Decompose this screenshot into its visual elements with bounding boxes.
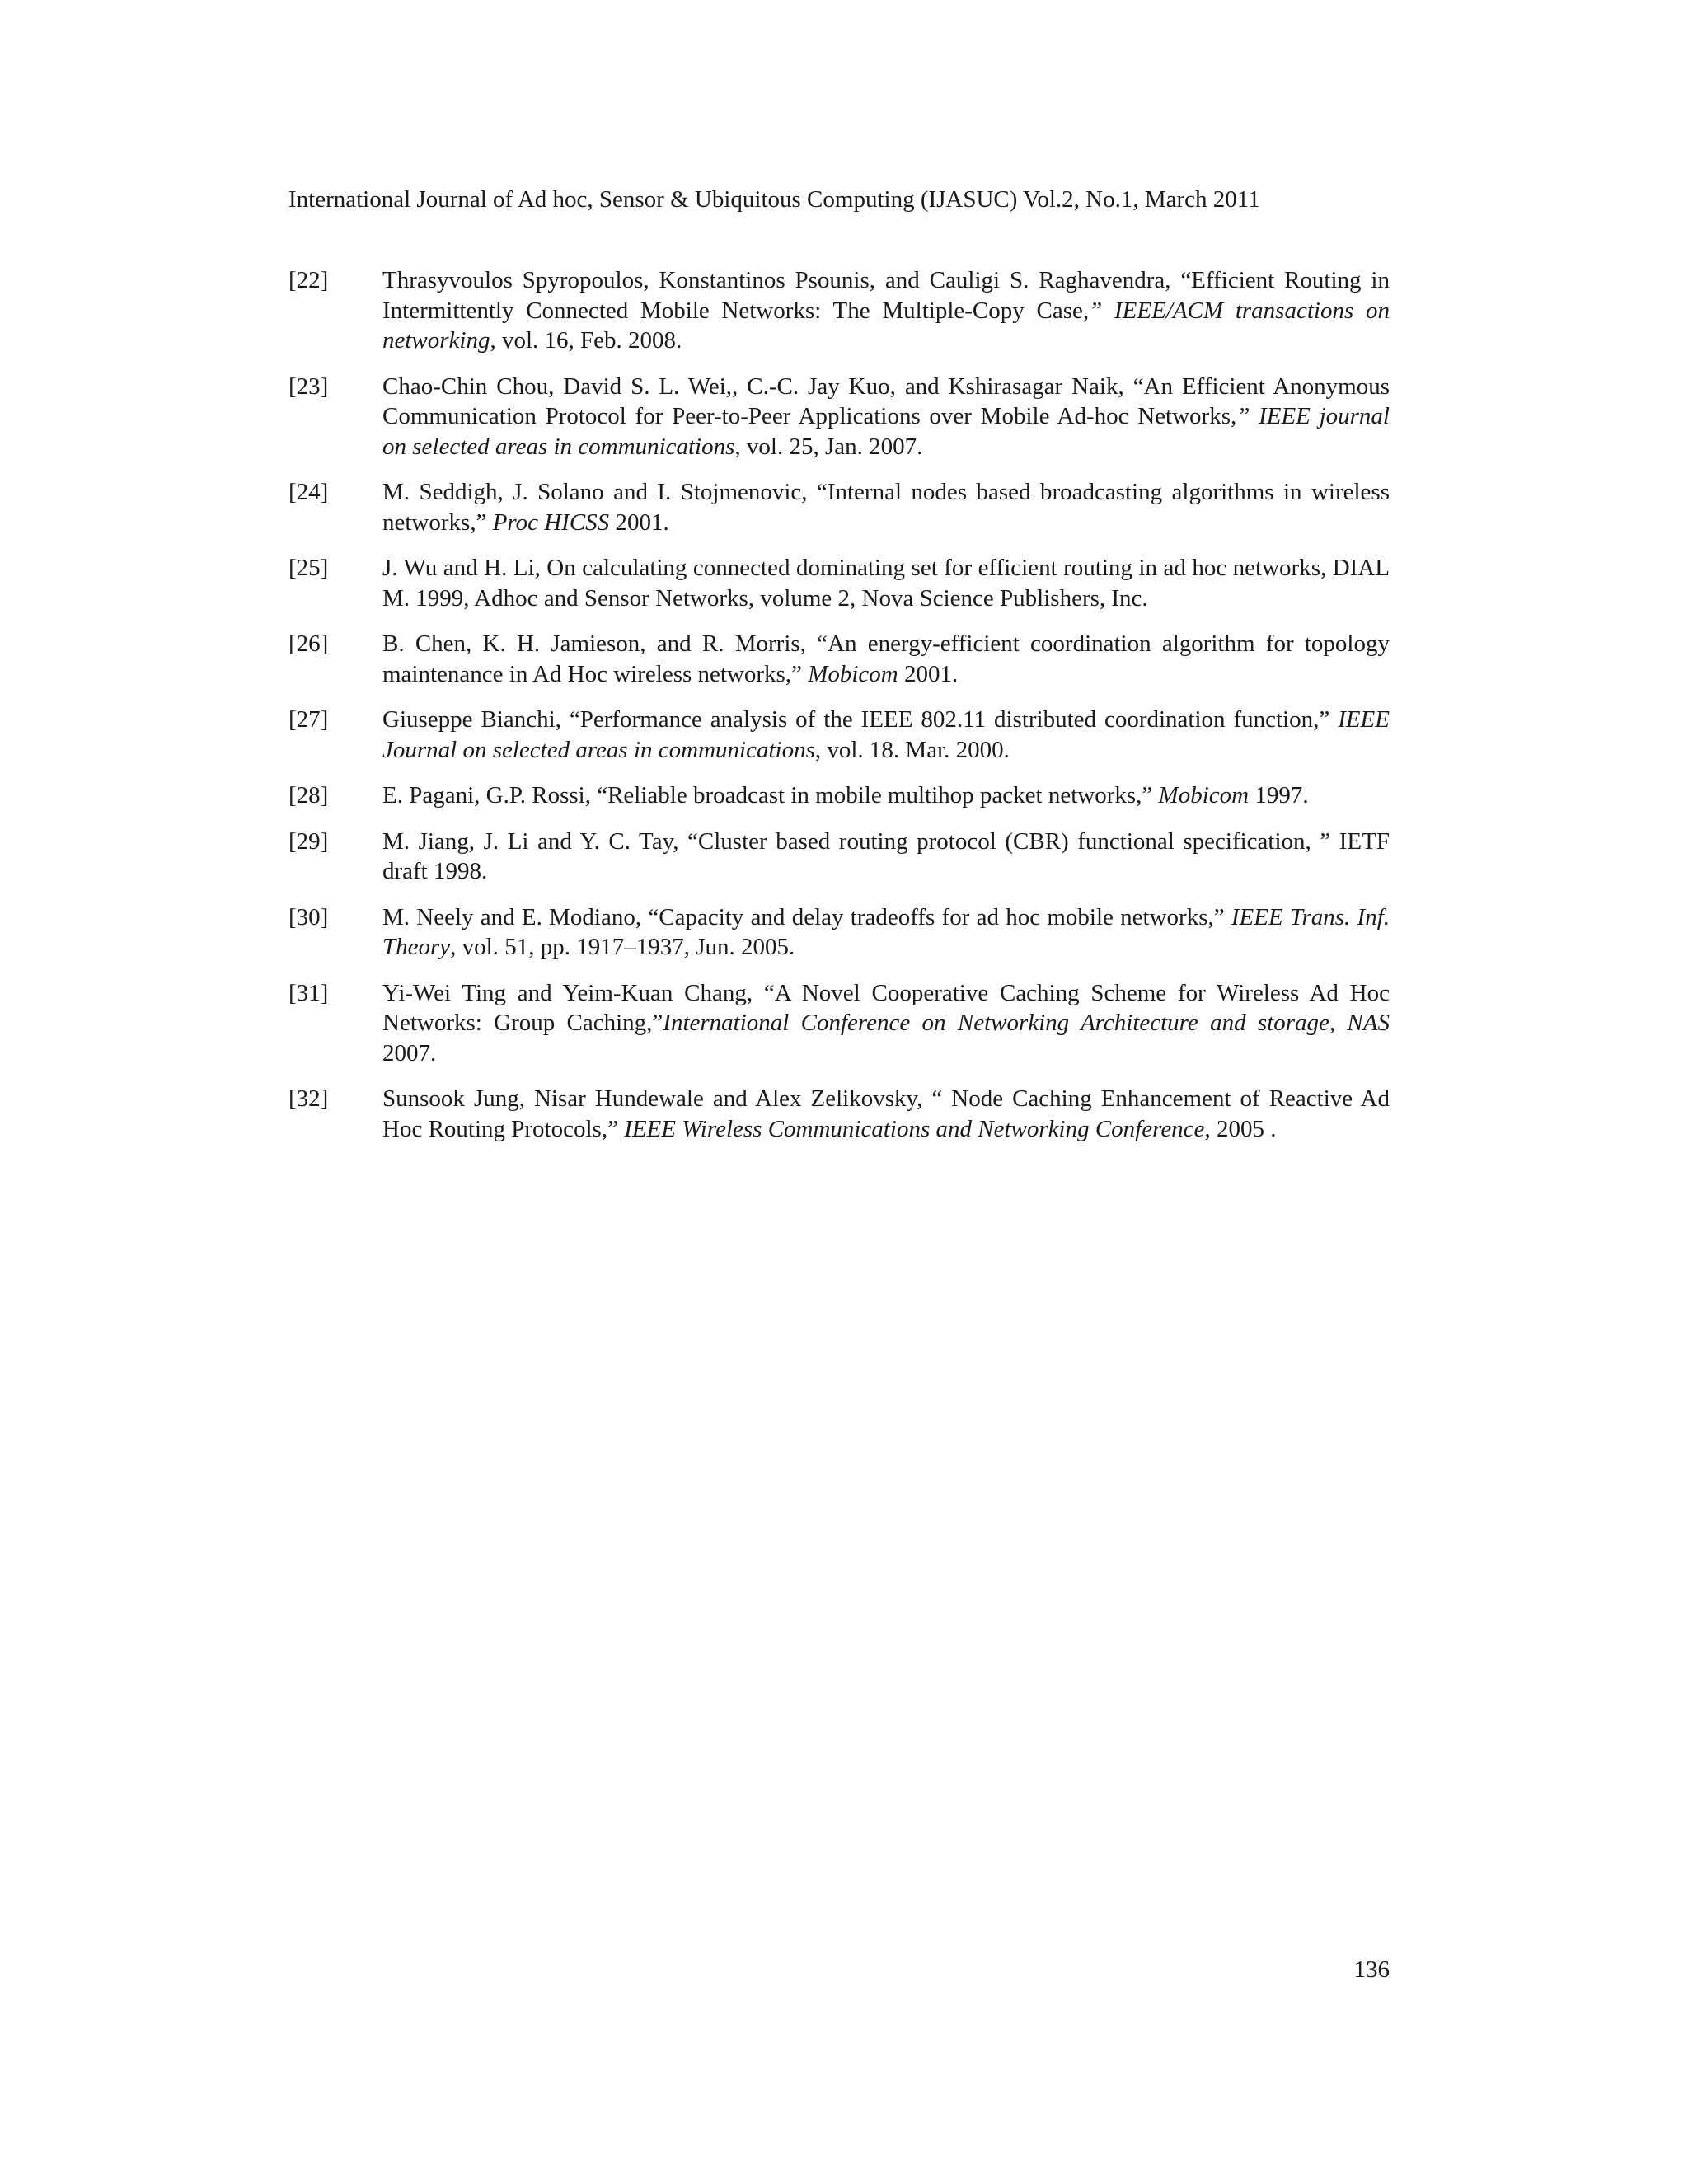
reference-number: [31] — [288, 979, 329, 1006]
reference-segment: , vol. 18. Mar. 2000. — [814, 736, 1010, 763]
reference-entry — [288, 629, 1390, 689]
reference-text — [382, 265, 1390, 356]
reference-venue: ,” IEEE journal on selected areas in communications — [382, 403, 1390, 460]
reference-entry — [288, 827, 1390, 887]
reference-number: [29] — [288, 827, 329, 855]
reference-segment: Sunsook Jung, Nisar Hundewale and Alex Zelikovsky, “ Node Caching Enhancement of Reactive Ad Hoc Routing Protocols,” — [382, 1085, 1390, 1142]
reference-venue: Mobicom — [808, 660, 898, 687]
reference-entry — [288, 477, 1390, 537]
reference-segment: 2001. — [898, 660, 959, 687]
reference-segment: , vol. 51, pp. 1917–1937, Jun. 2005. — [450, 934, 795, 960]
reference-number: [30] — [288, 903, 329, 930]
reference-text — [382, 978, 1390, 1069]
reference-number: [27] — [288, 706, 329, 733]
reference-venue: IEEE Wireless Communications and Networking Conference — [624, 1115, 1205, 1142]
reference-entry — [288, 553, 1390, 613]
reference-text — [382, 1084, 1390, 1144]
reference-segment: , vol. 16, Feb. 2008. — [490, 327, 682, 354]
reference-text — [382, 902, 1390, 963]
reference-segment: E. Pagani, G.P. Rossi, “Reliable broadcast in mobile multihop packet networks,” — [382, 782, 1159, 808]
reference-text — [382, 827, 1390, 887]
reference-segment: Giuseppe Bianchi, “Performance analysis of the IEEE 802.11 distributed coordination function,” — [382, 706, 1339, 733]
reference-entry — [288, 1084, 1390, 1144]
reference-venue: Mobicom — [1158, 782, 1250, 808]
reference-segment: M. Jiang, J. Li and Y. C. Tay, “Cluster based routing protocol (CBR) functional specification, ” IETF draft 1998. — [382, 827, 1390, 884]
reference-entry — [288, 265, 1390, 356]
reference-segment: M. Neely and E. Modiano, “Capacity and delay tradeoffs for ad hoc mobile networks,” — [382, 903, 1231, 930]
reference-segment: 2007. — [382, 1039, 437, 1066]
reference-segment: 2001. — [609, 509, 669, 536]
reference-number: [28] — [288, 782, 329, 808]
reference-venue: IEEE Journal on selected areas in communications — [382, 706, 1390, 763]
reference-number: [23] — [288, 373, 329, 400]
reference-segment: Thrasyvoulos Spyropoulos, Konstantinos Psounis, and Cauligi S. Raghavendra, “Efficient Routing in Intermittently Connected Mobile Networks: The Multiple-Copy Case — [382, 267, 1390, 324]
running-header: International Journal of Ad hoc, Sensor & Ubiquitous Computing (IJASUC) Vol.2, No.1, March 2011 — [288, 186, 1260, 213]
reference-text — [382, 780, 1390, 811]
reference-venue: International Conference on Networking Architecture and storage, NAS — [663, 1010, 1390, 1036]
reference-venue: IEEE Trans. Inf. Theory — [382, 903, 1390, 960]
reference-segment: J. Wu and H. Li, On calculating connected dominating set for efficient routing in ad hoc networks, DIAL M. 1999, Adhoc and Sensor Networks, volume 2, Nova Science Publishers, Inc. — [382, 555, 1390, 612]
reference-segment: , 2005 . — [1204, 1115, 1277, 1142]
reference-entry — [288, 705, 1390, 765]
reference-number: [32] — [288, 1085, 329, 1112]
reference-text — [382, 372, 1390, 462]
reference-number: [26] — [288, 630, 329, 657]
reference-text — [382, 553, 1390, 613]
reference-segment: M. Seddigh, J. Solano and I. Stojmenovic, “Internal nodes based broadcasting algorithms in wireless networks,” — [382, 479, 1390, 536]
reference-segment: Chao-Chin Chou, David S. L. Wei,, C.-C. Jay Kuo, and Kshirasagar Naik, “An Efficient Anonymous Communication Protocol for Peer-to-Peer Applications over Mobile Ad-hoc Networks — [382, 373, 1390, 429]
page-number: 136 — [1353, 1957, 1390, 1983]
reference-entry — [288, 902, 1390, 963]
reference-segment: Yi-Wei Ting and Yeim-Kuan Chang, “A Novel Cooperative Caching Scheme for Wireless Ad Hoc Networks: Group Caching,” — [382, 979, 1390, 1036]
reference-list — [288, 265, 1390, 1160]
reference-number: [24] — [288, 479, 329, 505]
reference-number: [22] — [288, 267, 329, 293]
reference-venue: ,” IEEE/ACM transactions on networking — [382, 297, 1390, 354]
reference-entry — [288, 372, 1390, 462]
reference-text — [382, 629, 1390, 689]
reference-entry — [288, 780, 1390, 811]
reference-text — [382, 705, 1390, 765]
reference-segment: B. Chen, K. H. Jamieson, and R. Morris, “An energy-efficient coordination algorithm for topology maintenance in Ad Hoc wireless networks,” — [382, 630, 1390, 687]
reference-venue: Proc HICSS — [492, 509, 610, 536]
reference-number: [25] — [288, 555, 329, 581]
reference-entry — [288, 978, 1390, 1069]
reference-text — [382, 477, 1390, 537]
reference-segment: 1997. — [1249, 782, 1309, 808]
reference-segment: , vol. 25, Jan. 2007. — [734, 433, 923, 460]
